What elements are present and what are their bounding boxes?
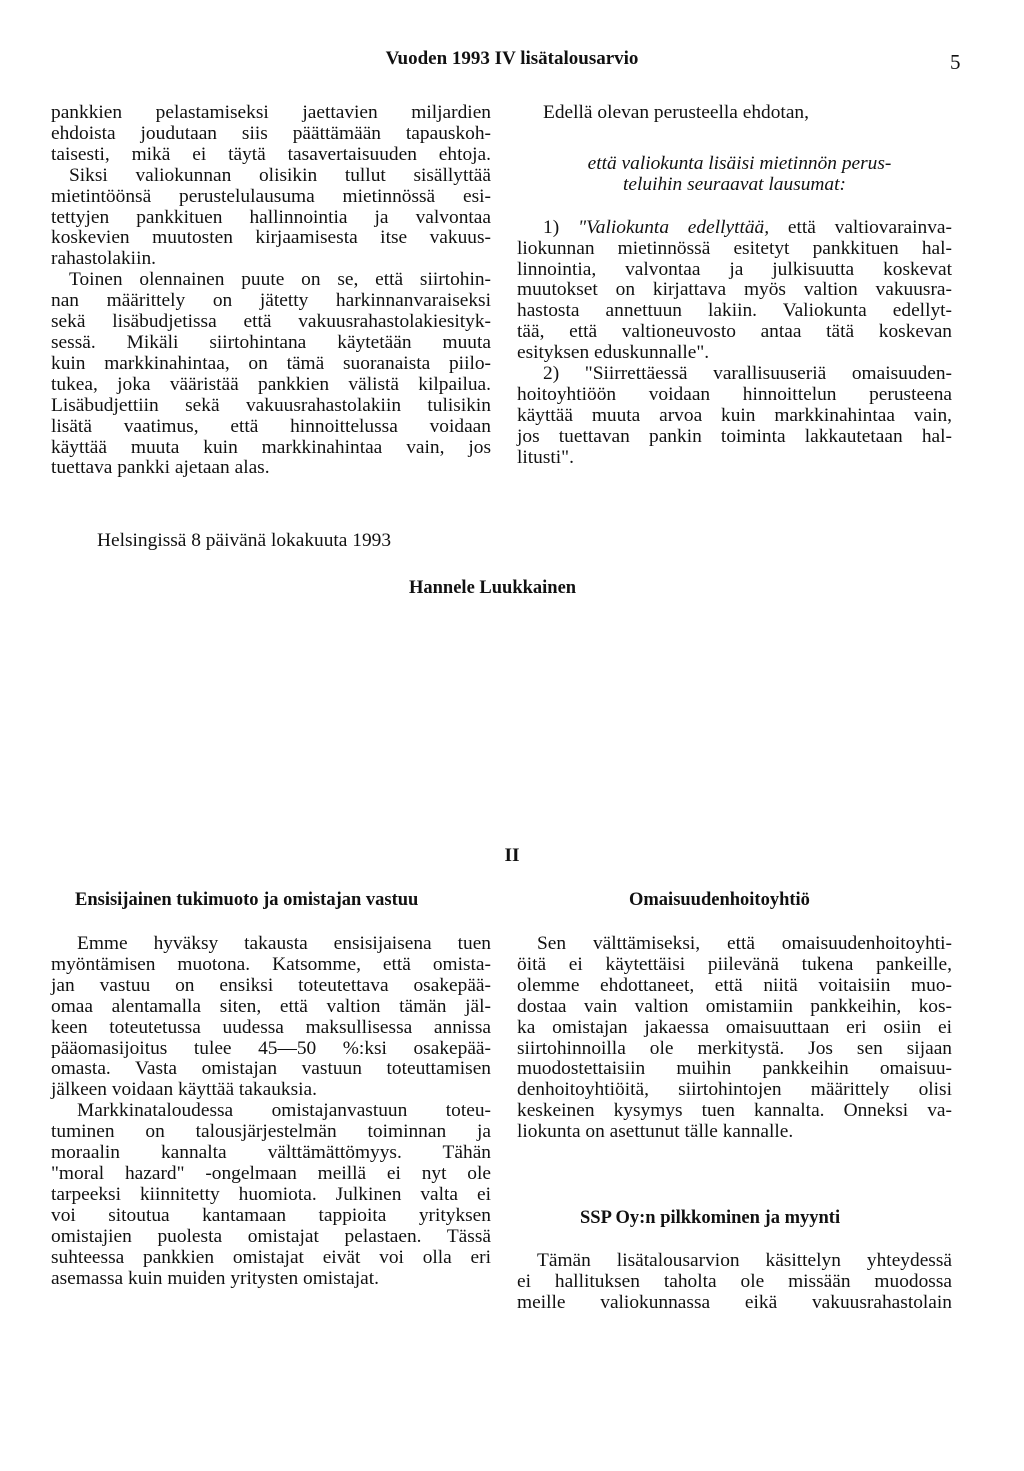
place-date: Helsingissä 8 päivänä lokakuuta 1993 [97,530,392,551]
text-line: keskeinen kysymys tuen kannalta. Onneksi va- [517,1100,952,1122]
item-italic-text: "Valiokunta edellyttää, [577,216,770,238]
text-line: "moral hazard" -ongelmaan meillä ei nyt ole [51,1162,491,1184]
text-line: ei hallituksen taholta ole missään muodossa [517,1270,952,1292]
text-line: esityksen eduskunnalle". [517,342,710,364]
text-line: keen toteutetussa uudessa maksullisessa annissa [51,1016,491,1038]
text-line: ka omistajan jakaessa omaisuuttaan eri osiin ei [517,1016,952,1038]
text-line: käyttää muuta arvoa kuin markkinahintaa vain, [517,404,952,426]
text-line: myöntämisen muotona. Katsomme, että omista- [51,953,491,975]
text-line: suhteessa pankkien omistajat eivät voi olla eri [51,1246,491,1268]
text-line: dostaa vain valtion omistamiin pankkeihin, kos- [517,995,952,1017]
left-column-bottom [51,934,491,1289]
text-line: käyttää muuta kuin markkinahintaa vain, jos [51,436,491,458]
text-line: siirtohinnoilla ole merkitystä. Jos sen sijaan [517,1037,952,1059]
text-line: jos tuettavan pankin toiminta lakkautetaan hal- [517,425,952,447]
page-header [0,48,1024,70]
text-line: jan vastuu on ensiksi toteutettava osakepää- [51,974,491,996]
text-line: Emme hyväksy takausta ensisijaisena tuen [77,933,491,954]
text-line: öitä ei käytettäisi piilevänä tukena pankeille, [517,953,952,975]
section-heading: SSP Oy:n pilkkominen ja myynti [580,1208,841,1228]
text-line: muutokset on kirjattava myös valtion vakuusra- [517,279,952,301]
text-line: rahastolakiin. [51,248,157,270]
text-line: omasta. Vasta omistajan vastuun toteuttamisen [51,1058,491,1080]
text-line: pankkien pelastamiseksi jaettavien miljardien [51,102,491,123]
page-number: 5 [950,50,961,74]
text-line: 2) "Siirrettäessä varallisuuseriä omaisuuden- [543,363,952,385]
text-line: kuin markkinahintaa, on tämä suoranaista piilo- [51,352,491,374]
section-roman: II [504,845,520,866]
text-line: Tämän lisätalousarvion käsittelyn yhteydessä [537,1250,952,1271]
text-line: tuettava pankki ajetaan alas. [51,457,270,479]
running-title: Vuoden 1993 IV lisätalousarvio [385,48,639,69]
text-line: tettyjen pankkituen hallinnointia ja valvontaa [51,206,491,228]
text-line: hastosta annettuun lakiin. Valiokunta edellyt- [517,300,952,322]
text-line: koskevien muutosten kirjaamisesta itse vakuus- [51,227,491,249]
text-line: meille valiokunnassa eikä vakuusrahastolain [517,1291,952,1313]
text-line: liokunnan mietinnössä esitetyt pankkituen hal- [517,237,952,259]
text-line: hoitoyhtiöön voidaan hinnoittelun perusteena [517,383,952,405]
text-line: omaa alentamalla siten, että valtion tämän jäl- [51,995,491,1017]
text-line: muodostettaisiin muihin pankkeihin omaisuu- [517,1058,952,1080]
left-column-top [51,103,491,479]
text-line: asemassa kuin muiden yritysten omistajat. [51,1267,379,1289]
italic-line: teluihin seuraavat lausumat: [623,173,846,195]
text-line: tukea, joka vääristää pankkien välistä kilpailua. [51,373,491,395]
proposal-item-1-first-line [517,218,952,239]
text-line: jälkeen voidaan käyttää takauksia. [51,1079,317,1101]
text-line: ehdoista joudutaan siis päättämään tapauskoh- [51,122,491,144]
italic-line: että valiokunta lisäisi mietinnön perus- [587,152,892,174]
text-line: linnointia, valvontaa ja julkisuutta koskevat [517,258,952,280]
item-number: 1) [543,216,578,238]
text-line: omistajien puolesta omistajat pelastaen. Tässä [51,1225,491,1247]
text-line: voi sitoutua kantamaan tappioita yrityksen [51,1204,491,1226]
proposal-intro: Edellä olevan perusteella ehdotan, [543,102,809,123]
text-line: sekä lisäbudjetissa että vakuusrahastolakiesityk- [51,311,491,333]
text-line: Markkinataloudessa omistajanvastuun toteu- [77,1100,491,1122]
text-line: Toinen olennainen puute on se, että siirtohin- [69,269,491,291]
text-line: pääomasijoitus tulee 45—50 %:ksi osakepää- [51,1037,491,1059]
section-number [0,845,1024,867]
text-line: Sen välttämiseksi, että omaisuudenhoitoyhti- [537,933,952,954]
text-line: moraalin kannalta välttämättömyys. Tähän [51,1142,491,1164]
text-line: liokunta on asettunut tälle kannalle. [517,1121,794,1143]
text-line: sessä. Mikäli siirtohintana käytetään muuta [51,331,491,353]
signatory-name: Hannele Luukkainen [409,578,577,598]
text-line: denhoitoyhtiöitä, siirtohintojen määrittely olisi [517,1079,952,1101]
text-line: tarpeeksi kiinnitetty huomiota. Julkinen valta ei [51,1183,491,1205]
section-heading: Omaisuudenhoitoyhtiö [629,890,810,910]
text-line: tuminen on talousjärjestelmän toiminnan ja [51,1121,491,1143]
text-line: mietintöönsä perustelulausuma mietinnössä esi- [51,185,491,207]
right-column-bottom [517,934,952,1143]
item-text: että valtiovarainva- [769,216,952,238]
text-line: olemme ehdottaneet, että niitä voitaisiin muo- [517,974,952,996]
text-line: nan määrittely on jätetty harkinnanvaraiseksi [51,290,491,312]
section-heading: Ensisijainen tukimuoto ja omistajan vastuu [75,890,419,910]
text-line: Siksi valiokunnan olisikin tullut sisällyttää [69,164,491,186]
text-line: lisätä vaatimus, että hinnoittelussa voidaan [51,415,491,437]
text-line: litusti". [517,446,574,468]
right-column-top [517,103,952,469]
right-column-bottom-2 [517,1251,952,1314]
text-line: taisesti, mikä ei täytä tasavertaisuuden ehtoja. [51,143,491,165]
text-line: Lisäbudjettiin sekä vakuusrahastolakiin tulisikin [51,394,491,416]
text-line: tää, että valtioneuvosto antaa tätä koskevan [517,321,952,343]
